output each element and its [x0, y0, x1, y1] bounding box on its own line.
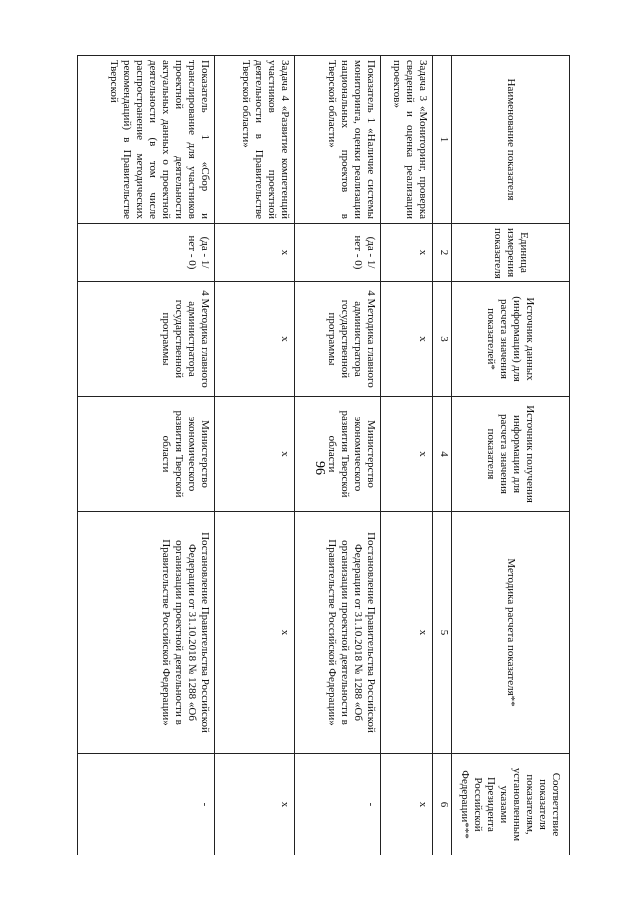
header-info-source: Источник получения информации для расчета значения показателя: [452, 397, 570, 512]
table-cell: (да - 1/ нет - 0): [78, 224, 215, 282]
table-cell: Задача 3 «Мониторинг, проверка сведений и оценка реализации проектов»: [381, 56, 433, 224]
header-unit: Единица измерения показателя: [452, 224, 570, 282]
table-row: [78, 56, 215, 856]
table-cell: х: [215, 512, 295, 754]
column-number: 1: [433, 56, 452, 224]
table-cell: 4 Методика главного администратора государственной программы: [78, 282, 215, 397]
table-cell: х: [381, 754, 433, 856]
landscape-table-frame: [77, 55, 570, 855]
table-cell: Показатель 1 «Сбор и транслирование для участников проектной деятельности актуальных данных о проектной деятельности (в том числе распространение методических рекомендаций) в Правительстве Тверской: [78, 56, 215, 224]
table-cell: Министерство экономического развития Тверской области: [78, 397, 215, 512]
table-cell: х: [215, 397, 295, 512]
table-cell: х: [381, 397, 433, 512]
header-row: [452, 56, 570, 856]
table-cell: -: [78, 754, 215, 856]
table-cell: (да - 1/ нет - 0): [295, 224, 381, 282]
table-cell: Задача 4 «Развитие компетенций участников проектной деятельности в Правительстве Тверской области»: [215, 56, 295, 224]
rotated-table-container: [77, 55, 570, 855]
table-cell: Постановление Правительства Российской Федерации от 31.10.2018 № 1288 «Об организации проектной деятельности в Правительстве Российской Федерации»: [295, 512, 381, 754]
table-cell: х: [381, 512, 433, 754]
table-cell: Министерство экономического развития Тверской области: [295, 397, 381, 512]
table-cell: Постановление Правительства Российской Федерации от 31.10.2018 № 1288 «Об организации проектной деятельности в Правительстве Российской Федерации»: [78, 512, 215, 754]
header-methodology: Методика расчета показателя**: [452, 512, 570, 754]
column-number: 2: [433, 224, 452, 282]
column-number: 5: [433, 512, 452, 754]
header-data-source: Источник данных (информации) для расчета значения показателей*: [452, 282, 570, 397]
table-cell: Показатель 1 «Наличие системы мониторинга, оценки реализации национальных проектов в Тверской области»: [295, 56, 381, 224]
table-cell: х: [215, 224, 295, 282]
column-number: 4: [433, 397, 452, 512]
indicators-table: [77, 55, 570, 855]
column-number: 3: [433, 282, 452, 397]
table-row: [215, 56, 295, 856]
table-cell: х: [381, 282, 433, 397]
header-indicator-name: Наименование показателя: [452, 56, 570, 224]
column-number-row: [433, 56, 452, 856]
header-decree-compliance: Соответствие показателя показателям, установленным указами Президента Российской Федерации***: [452, 754, 570, 856]
column-number: 6: [433, 754, 452, 856]
table-cell: х: [215, 754, 295, 856]
table-cell: х: [215, 282, 295, 397]
table-cell: 4 Методика главного администратора государственной программы: [295, 282, 381, 397]
table-row: [381, 56, 433, 856]
table-cell: х: [381, 224, 433, 282]
table-row: [295, 56, 381, 856]
page-number: 96: [312, 461, 327, 475]
table-cell: -: [295, 754, 381, 856]
